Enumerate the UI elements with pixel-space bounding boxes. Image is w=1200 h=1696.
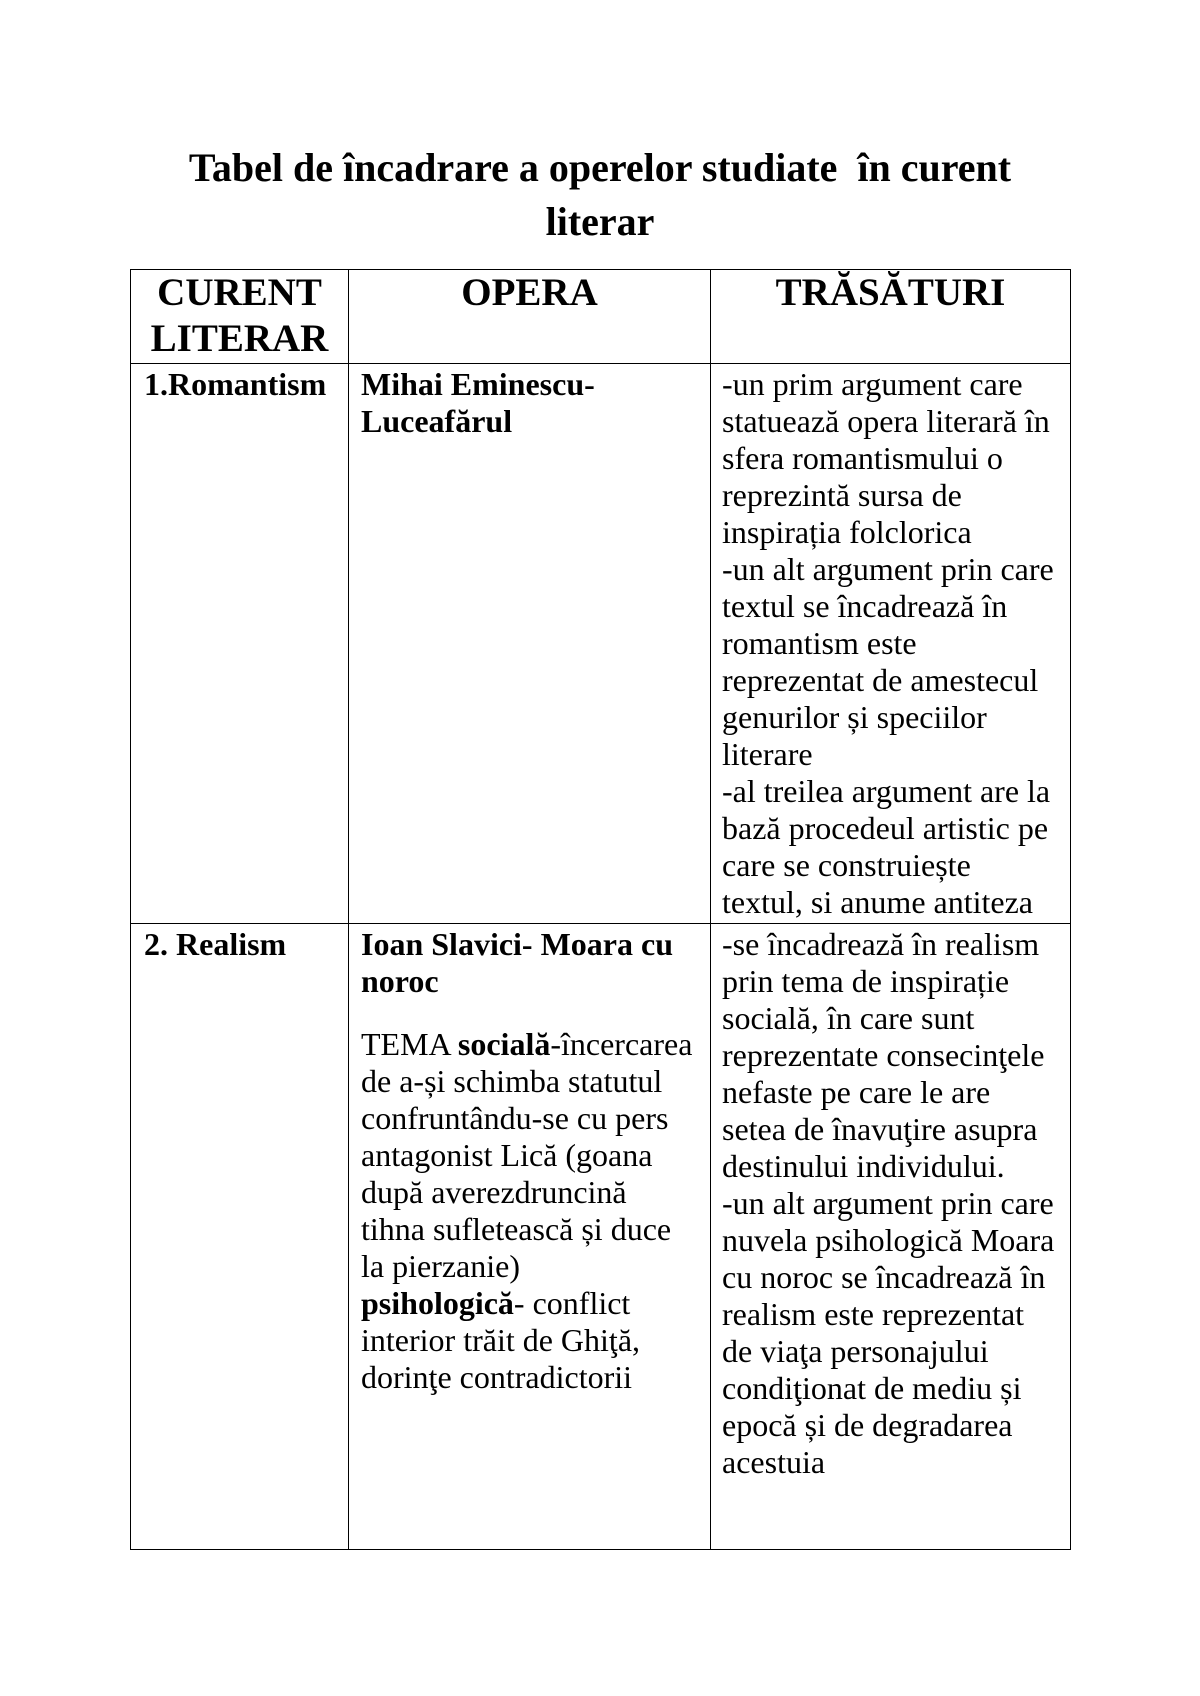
cell-line <box>361 403 710 440</box>
text-segment: -încercarea <box>550 1026 693 1062</box>
row-2-opera-cell <box>349 924 711 1550</box>
cell-line <box>722 1222 1070 1259</box>
cell-paragraph <box>144 926 348 963</box>
cell-line <box>722 926 1070 963</box>
bold-text-segment: noroc <box>361 963 439 999</box>
cell-line <box>722 588 1070 625</box>
text-segment: genurilor și speciilor <box>722 699 987 735</box>
cell-line <box>722 625 1070 662</box>
text-segment: de viaţa personajului <box>722 1333 989 1369</box>
cell-line <box>722 440 1070 477</box>
cell-line <box>722 847 1070 884</box>
header-line: LITERAR <box>150 317 329 360</box>
text-segment: de a-și schimba statutul <box>361 1063 663 1099</box>
cell-line <box>722 884 1070 921</box>
cell-line <box>144 366 348 403</box>
text-segment: inspirația folclorica <box>722 514 972 550</box>
text-segment: realism este reprezentat <box>722 1296 1025 1332</box>
header-opera <box>349 270 711 364</box>
text-segment: acestuia <box>722 1444 826 1480</box>
cell-line <box>361 366 710 403</box>
text-segment: -un alt argument prin care <box>722 1185 1054 1221</box>
cell-line <box>722 963 1070 1000</box>
cell-paragraph <box>361 926 710 1000</box>
cell-line <box>722 366 1070 403</box>
cell-line <box>722 810 1070 847</box>
bold-text-segment: 1.Romantism <box>144 366 327 402</box>
bold-text-segment: Ioan Slavici- Moara cu <box>361 926 673 962</box>
row-1-curent-cell <box>131 364 349 924</box>
row-2-trasaturi-cell <box>711 924 1071 1550</box>
text-segment: literare <box>722 736 813 772</box>
header-line: TRĂSĂTURI <box>775 271 1006 314</box>
text-segment: dorinţe contradictorii <box>361 1359 633 1395</box>
cell-line <box>361 1285 710 1322</box>
text-segment: condiţionat de mediu și <box>722 1370 1022 1406</box>
text-segment: textul, si anume antiteza <box>722 884 1033 920</box>
text-segment: epocă și de degradarea <box>722 1407 1013 1443</box>
text-segment: după averezdruncină <box>361 1174 627 1210</box>
cell-line <box>722 1074 1070 1111</box>
cell-line <box>722 1370 1070 1407</box>
row-2-curent-cell <box>131 924 349 1550</box>
text-segment: prin tema de inspirație <box>722 963 1010 999</box>
cell-line <box>722 1000 1070 1037</box>
text-segment: reprezentate consecinţele <box>722 1037 1045 1073</box>
row-1-trasaturi-cell <box>711 364 1071 924</box>
text-segment: TEMA <box>361 1026 458 1062</box>
cell-line <box>361 1359 710 1396</box>
bold-text-segment: Luceafărul <box>361 403 513 439</box>
cell-line <box>361 1026 710 1063</box>
text-segment: antagonist Lică (goana <box>361 1137 653 1173</box>
text-segment: setea de înavuţire asupra <box>722 1111 1038 1147</box>
cell-line <box>361 1248 710 1285</box>
header-curent-literar <box>131 270 349 364</box>
cell-line <box>722 736 1070 773</box>
text-segment: la pierzanie) <box>361 1248 520 1284</box>
cell-line <box>722 551 1070 588</box>
header-trasaturi <box>711 270 1071 364</box>
cell-paragraph <box>722 926 1070 1481</box>
cell-line <box>361 1174 710 1211</box>
text-segment: care se construiește <box>722 847 971 883</box>
cell-line <box>722 477 1070 514</box>
title-line-1: Tabel de încadrare a operelor studiate în curent <box>188 145 1012 190</box>
cell-line <box>361 963 710 1000</box>
text-segment: sfera romantismului o <box>722 440 1003 476</box>
cell-line <box>144 926 348 963</box>
literary-movements-table <box>130 269 1071 1550</box>
text-segment: textul se încadrează în <box>722 588 1008 624</box>
cell-line <box>722 403 1070 440</box>
cell-paragraph <box>361 1026 710 1396</box>
text-segment: confruntându-se cu pers <box>361 1100 669 1136</box>
text-segment: -se încadrează în realism <box>722 926 1040 962</box>
cell-line <box>722 773 1070 810</box>
text-segment: nuvela psihologică Moara <box>722 1222 1055 1258</box>
text-segment: -un alt argument prin care <box>722 551 1054 587</box>
cell-line <box>361 1211 710 1248</box>
cell-line <box>722 1111 1070 1148</box>
text-segment: bază procedeul artistic pe <box>722 810 1049 846</box>
text-segment: reprezentat de amestecul <box>722 662 1039 698</box>
cell-line <box>361 926 710 963</box>
cell-line <box>361 1322 710 1359</box>
text-segment: socială, în care sunt <box>722 1000 975 1036</box>
document-title <box>0 141 1200 249</box>
text-segment: destinului individului. <box>722 1148 1005 1184</box>
text-segment: interior trăit de Ghiţă, <box>361 1322 641 1358</box>
bold-text-segment: psihologică <box>361 1285 514 1321</box>
cell-line <box>722 1148 1070 1185</box>
cell-paragraph <box>144 366 348 403</box>
text-segment: statuează opera literară în <box>722 403 1050 439</box>
cell-line <box>722 1333 1070 1370</box>
title-line-2: literar <box>545 199 655 244</box>
cell-line <box>722 1407 1070 1444</box>
text-segment: tihna sufletească și duce <box>361 1211 672 1247</box>
bold-text-segment: Mihai Eminescu- <box>361 366 595 402</box>
cell-line <box>722 1185 1070 1222</box>
text-segment: romantism este <box>722 625 917 661</box>
text-segment: -un prim argument care <box>722 366 1023 402</box>
text-segment: cu noroc se încadrează în <box>722 1259 1046 1295</box>
cell-line <box>722 662 1070 699</box>
row-1-opera-cell <box>349 364 711 924</box>
cell-line <box>722 699 1070 736</box>
header-line: CURENT <box>157 271 322 314</box>
cell-line <box>722 1444 1070 1481</box>
cell-line <box>722 514 1070 551</box>
text-segment: -al treilea argument are la <box>722 773 1051 809</box>
cell-line <box>722 1259 1070 1296</box>
bold-text-segment: socială <box>457 1026 551 1062</box>
cell-paragraph <box>722 366 1070 921</box>
bold-text-segment: 2. Realism <box>144 926 287 962</box>
cell-line <box>361 1063 710 1100</box>
cell-line <box>361 1137 710 1174</box>
text-segment: - conflict <box>513 1285 631 1321</box>
text-segment: nefaste pe care le are <box>722 1074 991 1110</box>
cell-line <box>361 1100 710 1137</box>
cell-line <box>722 1296 1070 1333</box>
text-segment: reprezintă sursa de <box>722 477 962 513</box>
header-line: OPERA <box>461 271 598 314</box>
cell-paragraph <box>361 366 710 440</box>
cell-line <box>722 1037 1070 1074</box>
